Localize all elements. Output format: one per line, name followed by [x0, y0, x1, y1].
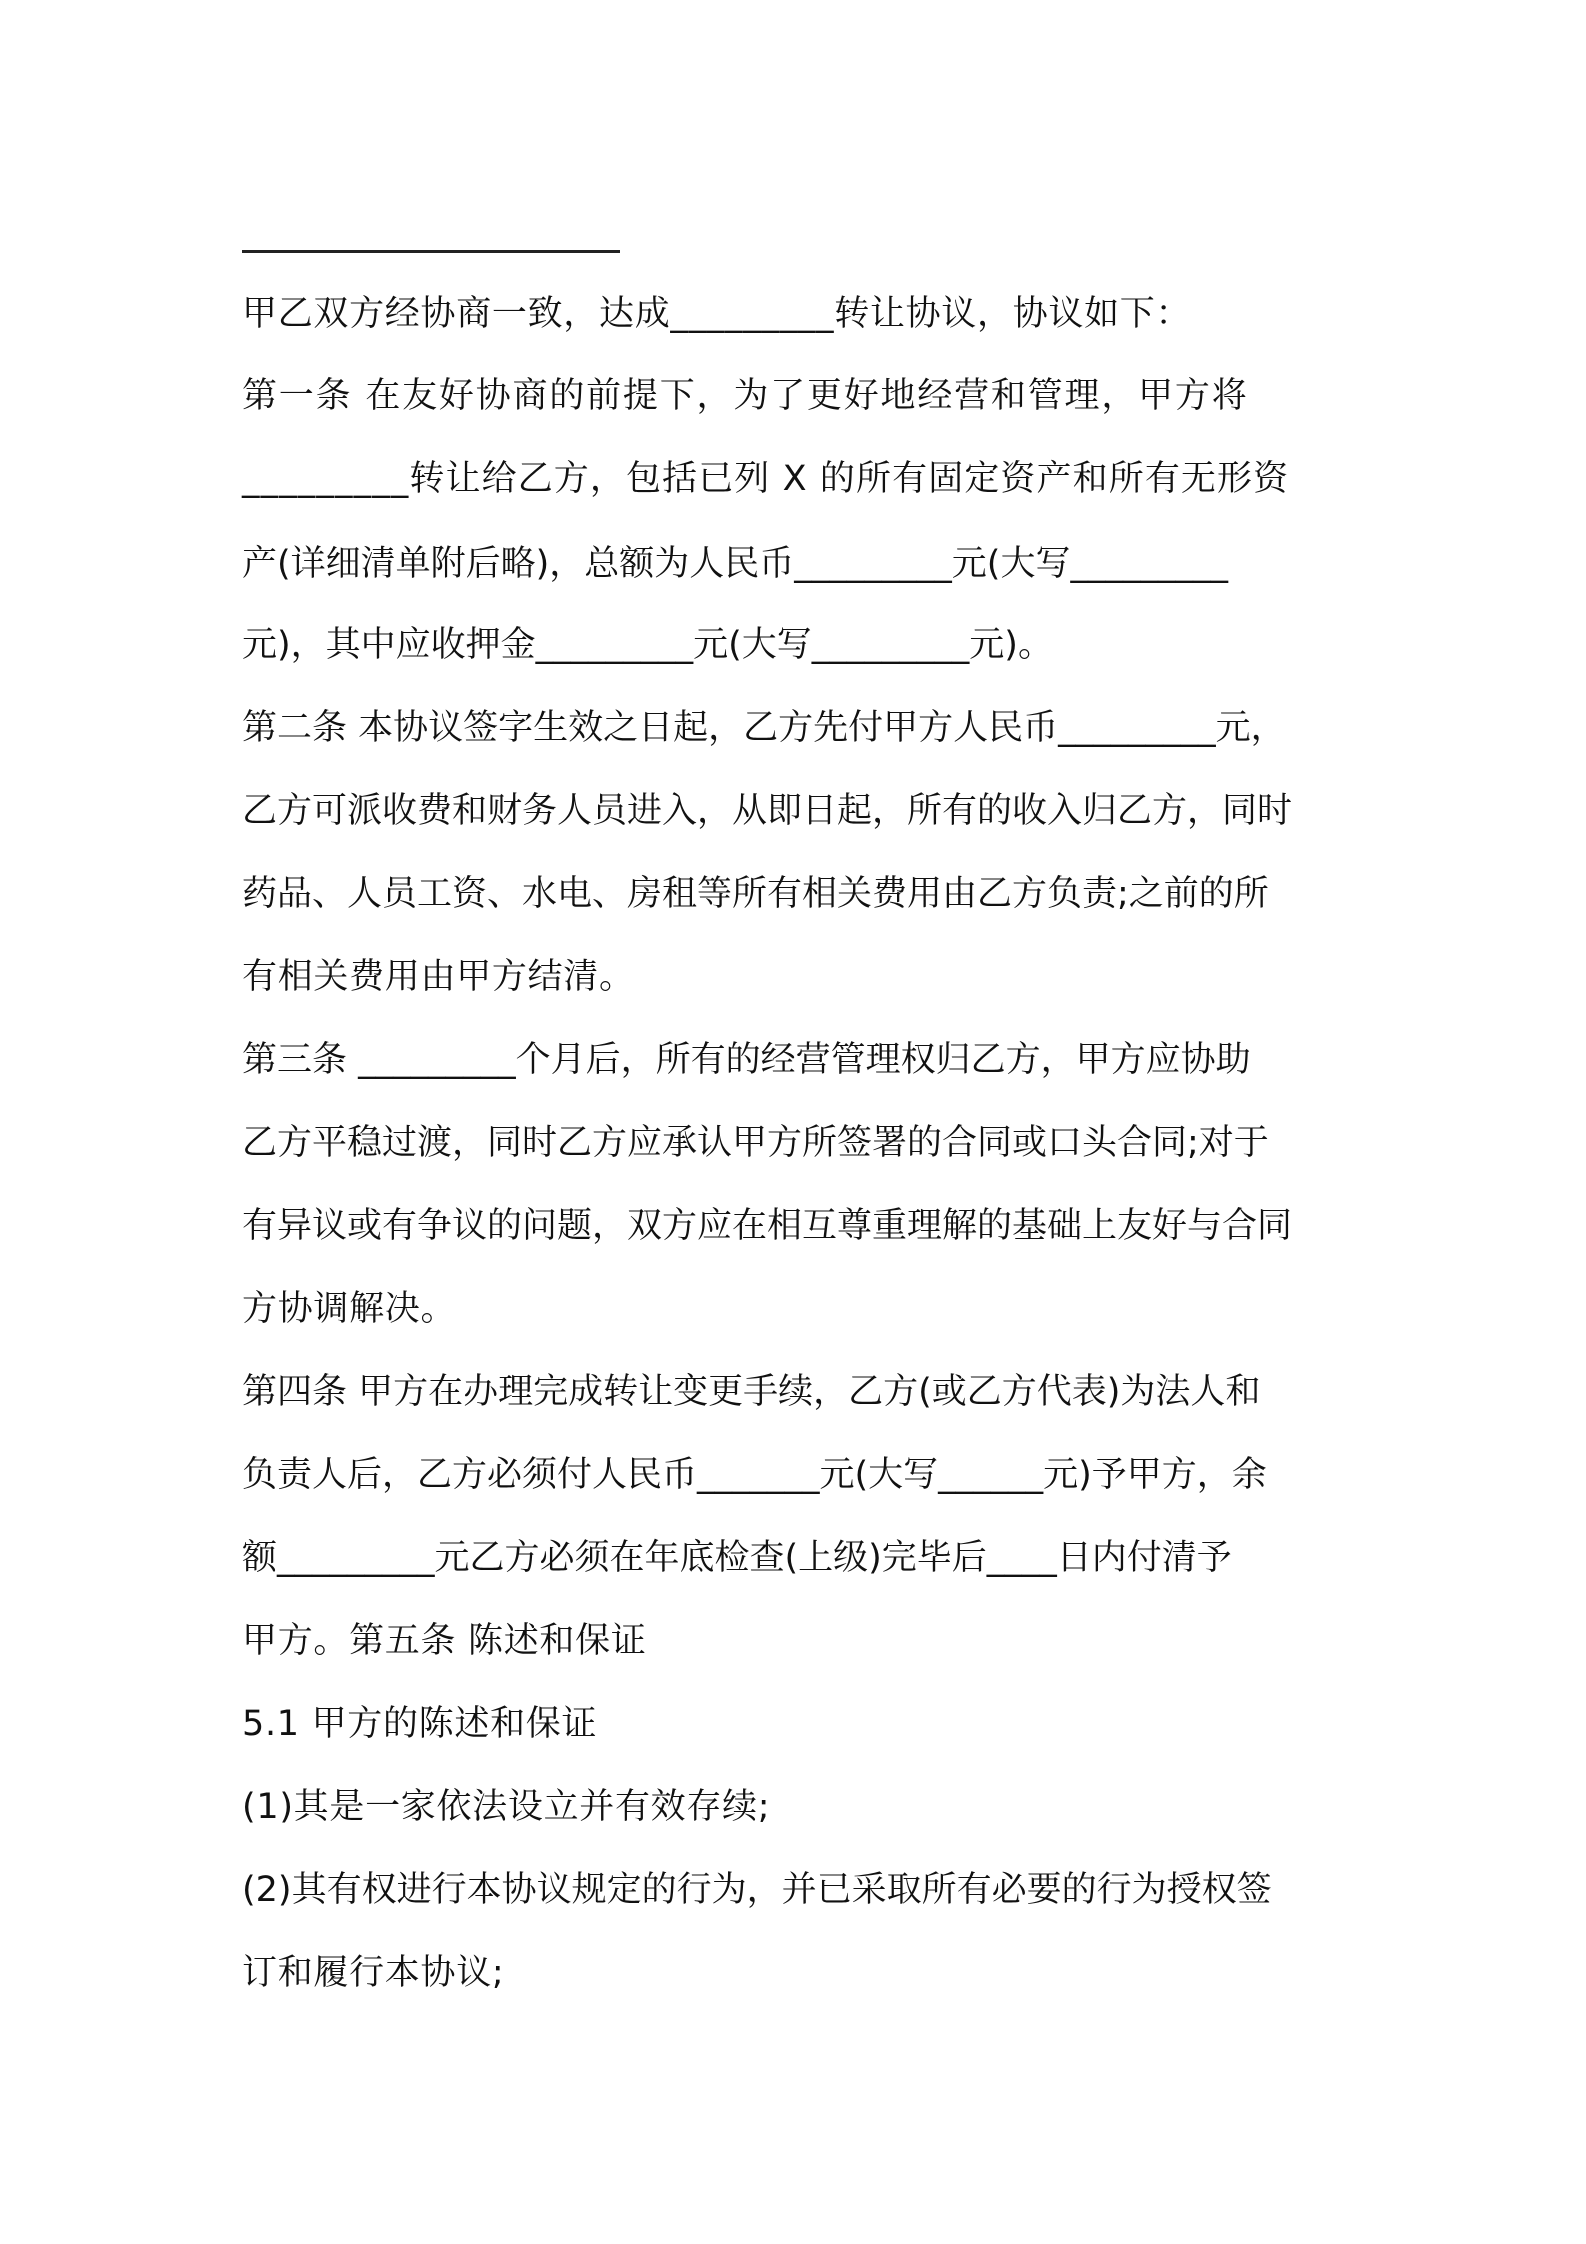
paragraph-line: 有相关费用由甲方结清。	[242, 957, 635, 997]
paragraph-line: 有异议或有争议的问题，双方应在相互尊重理解的基础上友好与合同	[242, 1206, 1293, 1246]
paragraph-line: _________转让给乙方，包括已列 X 的所有固定资产和所有无形资	[242, 459, 1290, 499]
paragraph-line: 药品、人员工资、水电、房租等所有相关费用由乙方负责;之前的所	[242, 874, 1269, 914]
paragraph-line: 甲乙双方经协商一致，达成_________转让协议，协议如下：	[242, 294, 1192, 334]
list-item-continuation: 订和履行本协议;	[242, 1953, 505, 1993]
list-item: (2)其有权进行本协议规定的行为，并已采取所有必要的行为授权签	[242, 1870, 1272, 1910]
top-blank-rule	[242, 250, 620, 253]
section-heading: 5.1 甲方的陈述和保证	[242, 1704, 598, 1744]
paragraph-line: 第四条 甲方在办理完成转让变更手续，乙方(或乙方代表)为法人和	[242, 1372, 1261, 1412]
paragraph-line: 负责人后，乙方必须付人民币_______元(大写______元)予甲方，余	[242, 1455, 1267, 1495]
paragraph-line: 乙方可派收费和财务人员进入，从即日起，所有的收入归乙方，同时	[242, 791, 1293, 831]
list-item: (1)其是一家依法设立并有效存续;	[242, 1787, 771, 1827]
paragraph-line: 第一条 在友好协商的前提下，为了更好地经营和管理，甲方将	[242, 376, 1249, 416]
paragraph-line: 第三条 _________个月后，所有的经营管理权归乙方，甲方应协助	[242, 1040, 1251, 1080]
paragraph-line: 额_________元乙方必须在年底检查(上级)完毕后____日内付清予	[242, 1538, 1232, 1578]
paragraph-line: 第二条 本协议签字生效之日起，乙方先付甲方人民币_________元，	[242, 708, 1286, 748]
paragraph-line: 方协调解决。	[242, 1289, 457, 1329]
paragraph-line: 产(详细清单附后略)，总额为人民币_________元(大写_________	[242, 544, 1228, 584]
paragraph-line: 元)，其中应收押金_________元(大写_________元)。	[242, 625, 1053, 665]
paragraph-line: 甲方。第五条 陈述和保证	[242, 1621, 647, 1661]
paragraph-line: 乙方平稳过渡，同时乙方应承认甲方所签署的合同或口头合同;对于	[242, 1123, 1269, 1163]
